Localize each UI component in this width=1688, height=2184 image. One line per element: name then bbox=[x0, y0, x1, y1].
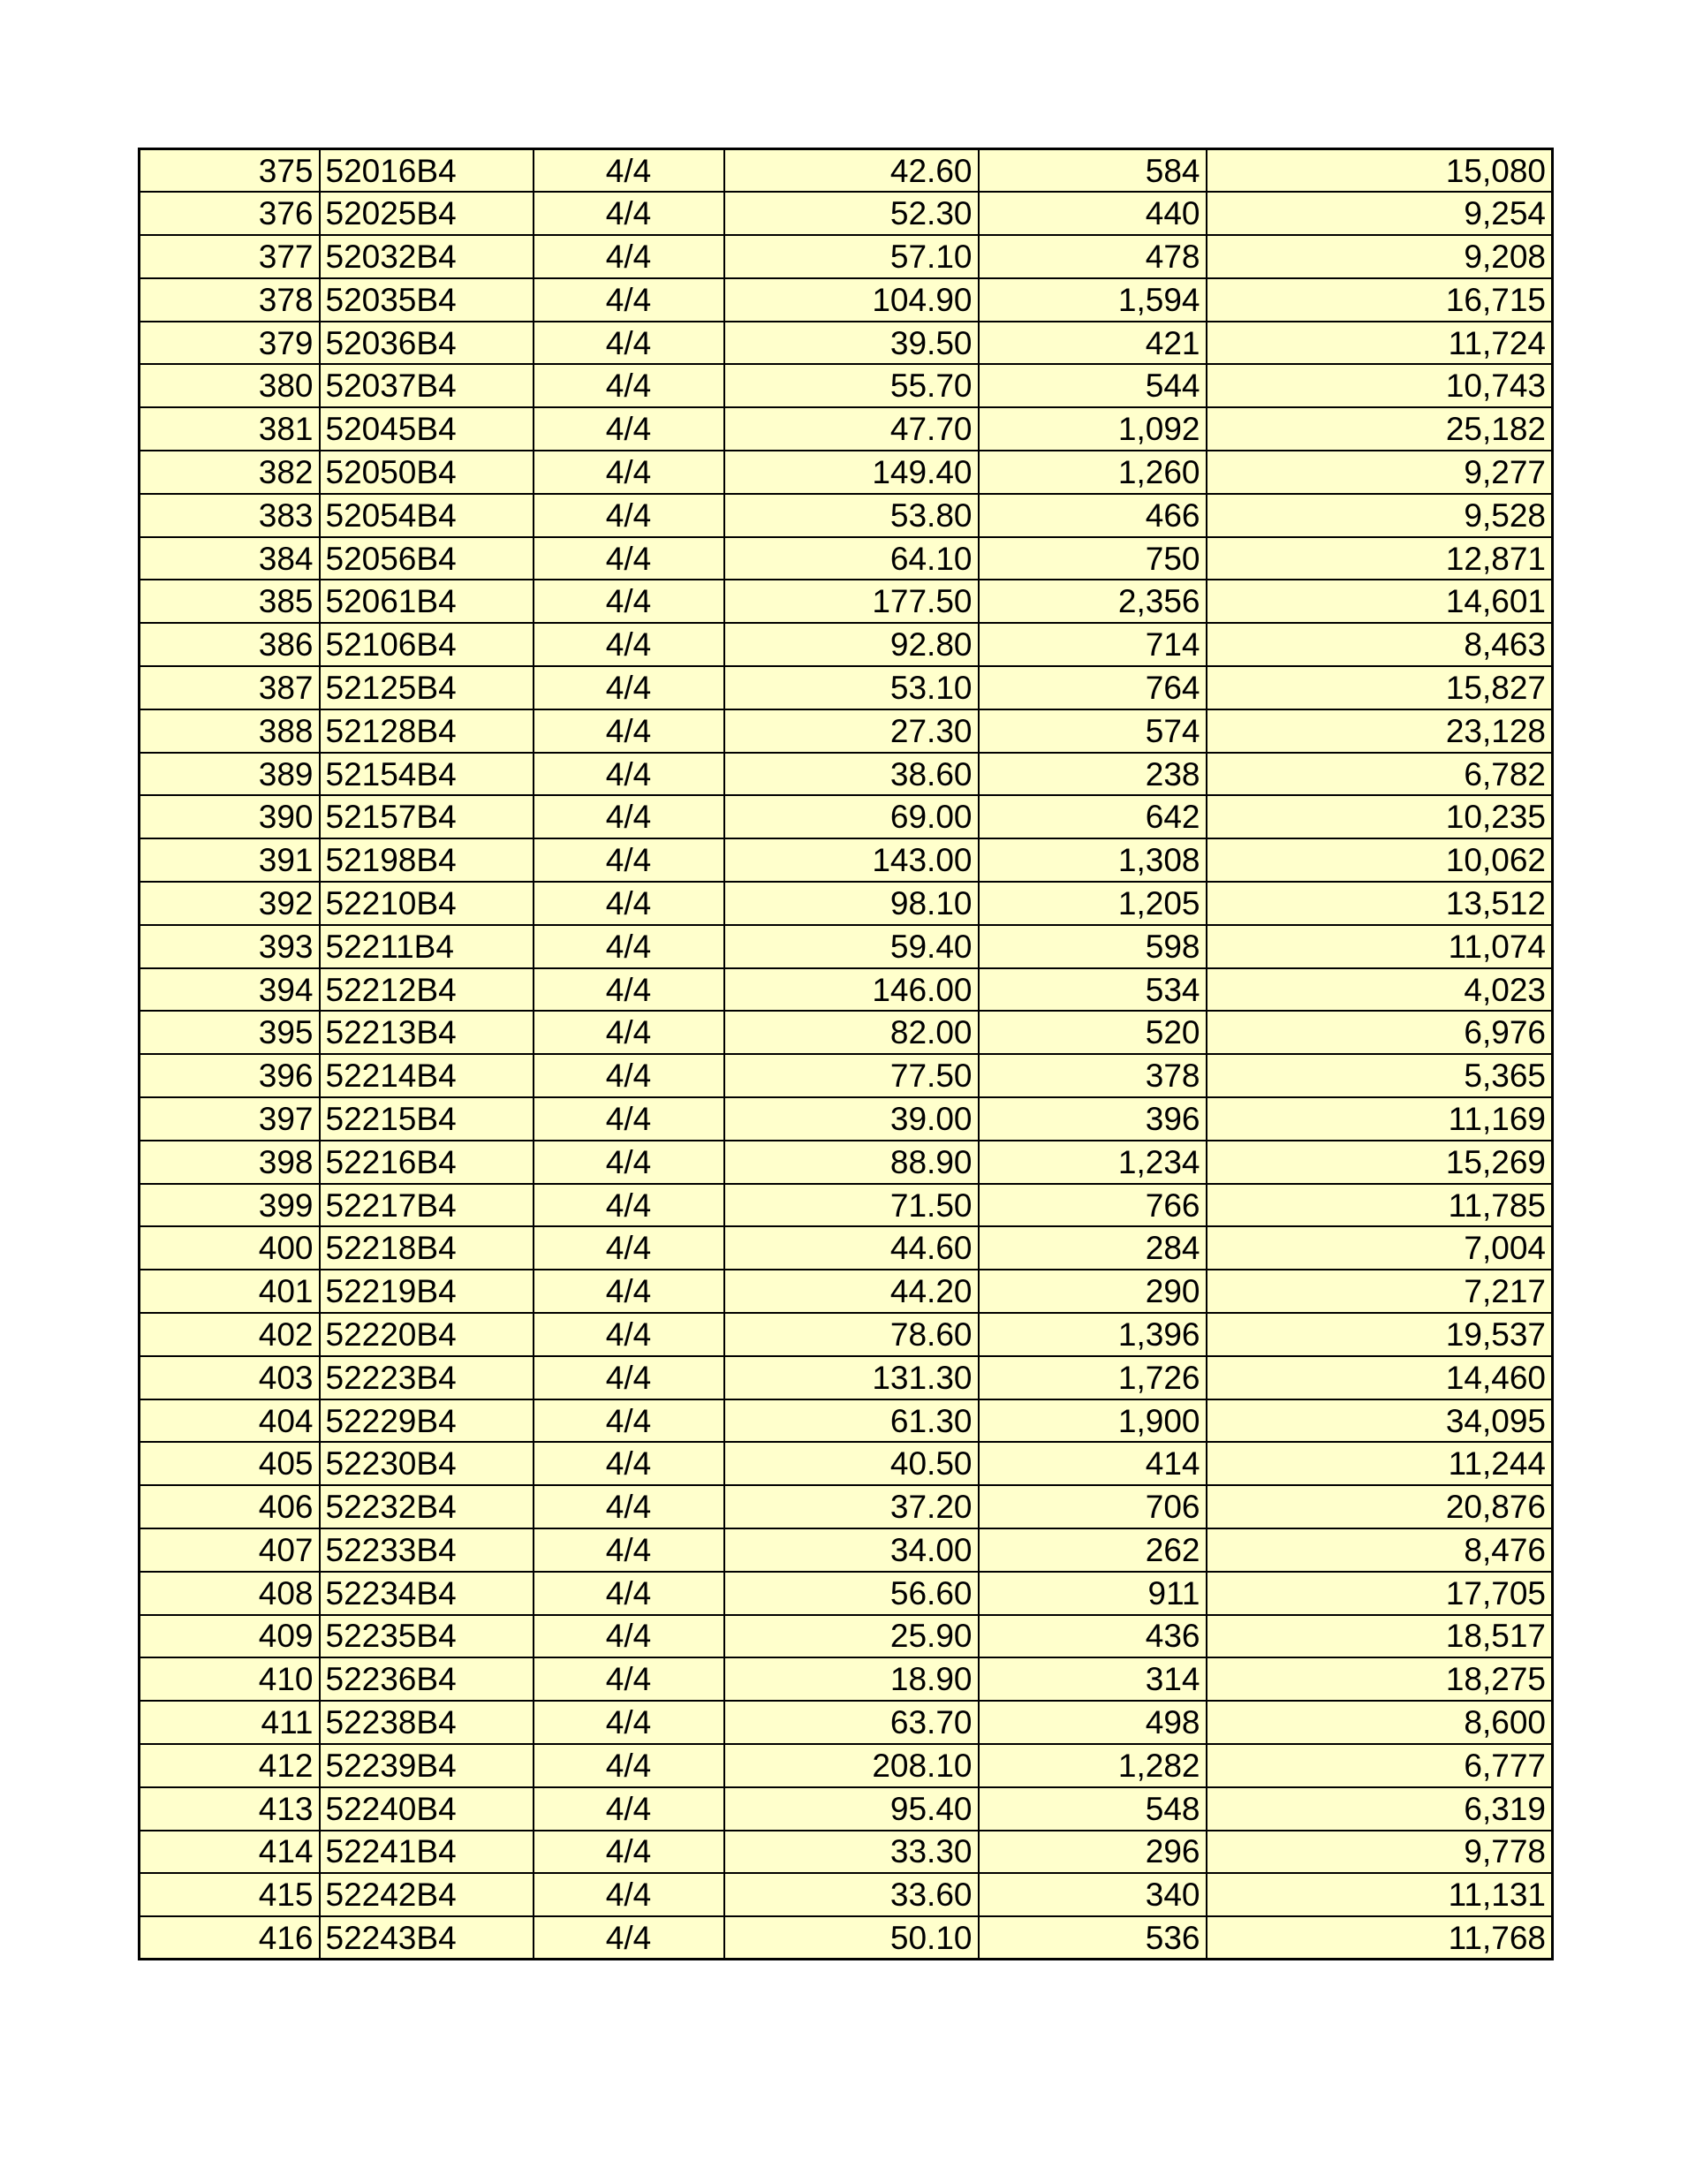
decimal-value-cell: 40.50 bbox=[724, 1442, 979, 1485]
ratio-cell: 4/4 bbox=[534, 882, 724, 925]
total-cell: 11,724 bbox=[1207, 322, 1553, 365]
code-cell: 52061B4 bbox=[320, 580, 534, 623]
decimal-value-cell: 78.60 bbox=[724, 1313, 979, 1356]
total-cell: 8,476 bbox=[1207, 1528, 1553, 1572]
row-number-cell: 415 bbox=[140, 1873, 320, 1916]
ratio-cell: 4/4 bbox=[534, 1011, 724, 1054]
table-row bbox=[140, 1572, 1553, 1615]
ratio-cell: 4/4 bbox=[534, 795, 724, 838]
table-row bbox=[140, 1916, 1553, 1960]
table-row bbox=[140, 1313, 1553, 1356]
decimal-value-cell: 77.50 bbox=[724, 1054, 979, 1097]
decimal-value-cell: 33.60 bbox=[724, 1873, 979, 1916]
decimal-value-cell: 208.10 bbox=[724, 1744, 979, 1787]
code-cell: 52242B4 bbox=[320, 1873, 534, 1916]
table-row bbox=[140, 537, 1553, 580]
count-cell: 478 bbox=[979, 235, 1207, 278]
table-row bbox=[140, 1141, 1553, 1184]
decimal-value-cell: 146.00 bbox=[724, 968, 979, 1012]
total-cell: 9,778 bbox=[1207, 1831, 1553, 1874]
total-cell: 34,095 bbox=[1207, 1399, 1553, 1443]
decimal-value-cell: 47.70 bbox=[724, 407, 979, 451]
code-cell: 52037B4 bbox=[320, 364, 534, 407]
ratio-cell: 4/4 bbox=[534, 1831, 724, 1874]
ratio-cell: 4/4 bbox=[534, 753, 724, 796]
row-number-cell: 394 bbox=[140, 968, 320, 1012]
count-cell: 750 bbox=[979, 537, 1207, 580]
decimal-value-cell: 69.00 bbox=[724, 795, 979, 838]
ratio-cell: 4/4 bbox=[534, 838, 724, 882]
table-row bbox=[140, 838, 1553, 882]
code-cell: 52219B4 bbox=[320, 1270, 534, 1313]
row-number-cell: 378 bbox=[140, 278, 320, 322]
code-cell: 52125B4 bbox=[320, 666, 534, 709]
decimal-value-cell: 50.10 bbox=[724, 1916, 979, 1960]
table-row bbox=[140, 407, 1553, 451]
ratio-cell: 4/4 bbox=[534, 709, 724, 753]
total-cell: 6,319 bbox=[1207, 1787, 1553, 1831]
count-cell: 598 bbox=[979, 925, 1207, 968]
decimal-value-cell: 34.00 bbox=[724, 1528, 979, 1572]
count-cell: 340 bbox=[979, 1873, 1207, 1916]
total-cell: 17,705 bbox=[1207, 1572, 1553, 1615]
count-cell: 1,205 bbox=[979, 882, 1207, 925]
table-row bbox=[140, 1873, 1553, 1916]
table-row bbox=[140, 1831, 1553, 1874]
count-cell: 1,234 bbox=[979, 1141, 1207, 1184]
row-number-cell: 412 bbox=[140, 1744, 320, 1787]
total-cell: 6,976 bbox=[1207, 1011, 1553, 1054]
table-row bbox=[140, 1399, 1553, 1443]
table-row bbox=[140, 623, 1553, 666]
total-cell: 4,023 bbox=[1207, 968, 1553, 1012]
code-cell: 52230B4 bbox=[320, 1442, 534, 1485]
decimal-value-cell: 55.70 bbox=[724, 364, 979, 407]
code-cell: 52234B4 bbox=[320, 1572, 534, 1615]
count-cell: 1,396 bbox=[979, 1313, 1207, 1356]
code-cell: 52211B4 bbox=[320, 925, 534, 968]
total-cell: 11,785 bbox=[1207, 1184, 1553, 1227]
total-cell: 11,169 bbox=[1207, 1097, 1553, 1141]
row-number-cell: 409 bbox=[140, 1615, 320, 1658]
count-cell: 498 bbox=[979, 1701, 1207, 1744]
code-cell: 52215B4 bbox=[320, 1097, 534, 1141]
table-row bbox=[140, 666, 1553, 709]
ratio-cell: 4/4 bbox=[534, 1916, 724, 1960]
table-row bbox=[140, 278, 1553, 322]
row-number-cell: 384 bbox=[140, 537, 320, 580]
total-cell: 13,512 bbox=[1207, 882, 1553, 925]
count-cell: 642 bbox=[979, 795, 1207, 838]
count-cell: 414 bbox=[979, 1442, 1207, 1485]
count-cell: 548 bbox=[979, 1787, 1207, 1831]
table-row bbox=[140, 149, 1553, 193]
decimal-value-cell: 52.30 bbox=[724, 192, 979, 235]
table-row bbox=[140, 322, 1553, 365]
ratio-cell: 4/4 bbox=[534, 1141, 724, 1184]
table-row bbox=[140, 1657, 1553, 1701]
row-number-cell: 397 bbox=[140, 1097, 320, 1141]
row-number-cell: 377 bbox=[140, 235, 320, 278]
ratio-cell: 4/4 bbox=[534, 1572, 724, 1615]
decimal-value-cell: 63.70 bbox=[724, 1701, 979, 1744]
ratio-cell: 4/4 bbox=[534, 666, 724, 709]
code-cell: 52243B4 bbox=[320, 1916, 534, 1960]
row-number-cell: 376 bbox=[140, 192, 320, 235]
decimal-value-cell: 95.40 bbox=[724, 1787, 979, 1831]
row-number-cell: 380 bbox=[140, 364, 320, 407]
decimal-value-cell: 56.60 bbox=[724, 1572, 979, 1615]
count-cell: 764 bbox=[979, 666, 1207, 709]
code-cell: 52025B4 bbox=[320, 192, 534, 235]
code-cell: 52233B4 bbox=[320, 1528, 534, 1572]
count-cell: 1,260 bbox=[979, 451, 1207, 494]
row-number-cell: 410 bbox=[140, 1657, 320, 1701]
row-number-cell: 388 bbox=[140, 709, 320, 753]
code-cell: 52128B4 bbox=[320, 709, 534, 753]
table-row bbox=[140, 1226, 1553, 1270]
total-cell: 5,365 bbox=[1207, 1054, 1553, 1097]
ratio-cell: 4/4 bbox=[534, 1054, 724, 1097]
row-number-cell: 382 bbox=[140, 451, 320, 494]
code-cell: 52218B4 bbox=[320, 1226, 534, 1270]
table-row bbox=[140, 1356, 1553, 1399]
row-number-cell: 404 bbox=[140, 1399, 320, 1443]
total-cell: 11,074 bbox=[1207, 925, 1553, 968]
ratio-cell: 4/4 bbox=[534, 580, 724, 623]
count-cell: 296 bbox=[979, 1831, 1207, 1874]
count-cell: 520 bbox=[979, 1011, 1207, 1054]
decimal-value-cell: 64.10 bbox=[724, 537, 979, 580]
total-cell: 10,235 bbox=[1207, 795, 1553, 838]
row-number-cell: 392 bbox=[140, 882, 320, 925]
count-cell: 440 bbox=[979, 192, 1207, 235]
ratio-cell: 4/4 bbox=[534, 1615, 724, 1658]
row-number-cell: 396 bbox=[140, 1054, 320, 1097]
table-row bbox=[140, 709, 1553, 753]
total-cell: 20,876 bbox=[1207, 1485, 1553, 1528]
decimal-value-cell: 71.50 bbox=[724, 1184, 979, 1227]
table-row bbox=[140, 1097, 1553, 1141]
total-cell: 7,217 bbox=[1207, 1270, 1553, 1313]
code-cell: 52240B4 bbox=[320, 1787, 534, 1831]
ratio-cell: 4/4 bbox=[534, 1657, 724, 1701]
total-cell: 23,128 bbox=[1207, 709, 1553, 753]
count-cell: 584 bbox=[979, 149, 1207, 193]
row-number-cell: 413 bbox=[140, 1787, 320, 1831]
ratio-cell: 4/4 bbox=[534, 235, 724, 278]
row-number-cell: 393 bbox=[140, 925, 320, 968]
decimal-value-cell: 92.80 bbox=[724, 623, 979, 666]
code-cell: 52210B4 bbox=[320, 882, 534, 925]
count-cell: 574 bbox=[979, 709, 1207, 753]
ratio-cell: 4/4 bbox=[534, 364, 724, 407]
row-number-cell: 390 bbox=[140, 795, 320, 838]
decimal-value-cell: 104.90 bbox=[724, 278, 979, 322]
table-row bbox=[140, 451, 1553, 494]
row-number-cell: 387 bbox=[140, 666, 320, 709]
table-row bbox=[140, 1442, 1553, 1485]
count-cell: 290 bbox=[979, 1270, 1207, 1313]
row-number-cell: 375 bbox=[140, 149, 320, 193]
count-cell: 1,594 bbox=[979, 278, 1207, 322]
count-cell: 1,726 bbox=[979, 1356, 1207, 1399]
row-number-cell: 414 bbox=[140, 1831, 320, 1874]
code-cell: 52235B4 bbox=[320, 1615, 534, 1658]
total-cell: 25,182 bbox=[1207, 407, 1553, 451]
code-cell: 52213B4 bbox=[320, 1011, 534, 1054]
code-cell: 52157B4 bbox=[320, 795, 534, 838]
count-cell: 396 bbox=[979, 1097, 1207, 1141]
count-cell: 1,308 bbox=[979, 838, 1207, 882]
code-cell: 52220B4 bbox=[320, 1313, 534, 1356]
ratio-cell: 4/4 bbox=[534, 322, 724, 365]
table-row bbox=[140, 1528, 1553, 1572]
code-cell: 52239B4 bbox=[320, 1744, 534, 1787]
code-cell: 52229B4 bbox=[320, 1399, 534, 1443]
total-cell: 9,254 bbox=[1207, 192, 1553, 235]
total-cell: 18,275 bbox=[1207, 1657, 1553, 1701]
ratio-cell: 4/4 bbox=[534, 1356, 724, 1399]
table-row bbox=[140, 1011, 1553, 1054]
total-cell: 11,131 bbox=[1207, 1873, 1553, 1916]
row-number-cell: 386 bbox=[140, 623, 320, 666]
total-cell: 16,715 bbox=[1207, 278, 1553, 322]
ratio-cell: 4/4 bbox=[534, 1744, 724, 1787]
count-cell: 544 bbox=[979, 364, 1207, 407]
code-cell: 52054B4 bbox=[320, 494, 534, 537]
decimal-value-cell: 25.90 bbox=[724, 1615, 979, 1658]
ratio-cell: 4/4 bbox=[534, 192, 724, 235]
count-cell: 421 bbox=[979, 322, 1207, 365]
row-number-cell: 385 bbox=[140, 580, 320, 623]
ratio-cell: 4/4 bbox=[534, 1485, 724, 1528]
table-row bbox=[140, 925, 1553, 968]
count-cell: 1,282 bbox=[979, 1744, 1207, 1787]
code-cell: 52035B4 bbox=[320, 278, 534, 322]
total-cell: 12,871 bbox=[1207, 537, 1553, 580]
count-cell: 911 bbox=[979, 1572, 1207, 1615]
ratio-cell: 4/4 bbox=[534, 1873, 724, 1916]
decimal-value-cell: 18.90 bbox=[724, 1657, 979, 1701]
row-number-cell: 407 bbox=[140, 1528, 320, 1572]
code-cell: 52016B4 bbox=[320, 149, 534, 193]
row-number-cell: 403 bbox=[140, 1356, 320, 1399]
ratio-cell: 4/4 bbox=[534, 494, 724, 537]
code-cell: 52056B4 bbox=[320, 537, 534, 580]
decimal-value-cell: 131.30 bbox=[724, 1356, 979, 1399]
total-cell: 9,208 bbox=[1207, 235, 1553, 278]
count-cell: 262 bbox=[979, 1528, 1207, 1572]
row-number-cell: 411 bbox=[140, 1701, 320, 1744]
ratio-cell: 4/4 bbox=[534, 1528, 724, 1572]
count-cell: 766 bbox=[979, 1184, 1207, 1227]
total-cell: 15,080 bbox=[1207, 149, 1553, 193]
table-row bbox=[140, 1787, 1553, 1831]
total-cell: 10,062 bbox=[1207, 838, 1553, 882]
row-number-cell: 379 bbox=[140, 322, 320, 365]
count-cell: 436 bbox=[979, 1615, 1207, 1658]
row-number-cell: 406 bbox=[140, 1485, 320, 1528]
code-cell: 52212B4 bbox=[320, 968, 534, 1012]
table-row bbox=[140, 1054, 1553, 1097]
code-cell: 52236B4 bbox=[320, 1657, 534, 1701]
total-cell: 10,743 bbox=[1207, 364, 1553, 407]
count-cell: 2,356 bbox=[979, 580, 1207, 623]
row-number-cell: 401 bbox=[140, 1270, 320, 1313]
decimal-value-cell: 53.80 bbox=[724, 494, 979, 537]
code-cell: 52050B4 bbox=[320, 451, 534, 494]
count-cell: 466 bbox=[979, 494, 1207, 537]
count-cell: 284 bbox=[979, 1226, 1207, 1270]
code-cell: 52223B4 bbox=[320, 1356, 534, 1399]
count-cell: 238 bbox=[979, 753, 1207, 796]
code-cell: 52106B4 bbox=[320, 623, 534, 666]
decimal-value-cell: 44.20 bbox=[724, 1270, 979, 1313]
ratio-cell: 4/4 bbox=[534, 1226, 724, 1270]
total-cell: 8,600 bbox=[1207, 1701, 1553, 1744]
total-cell: 18,517 bbox=[1207, 1615, 1553, 1658]
total-cell: 7,004 bbox=[1207, 1226, 1553, 1270]
decimal-value-cell: 44.60 bbox=[724, 1226, 979, 1270]
ratio-cell: 4/4 bbox=[534, 1270, 724, 1313]
row-number-cell: 405 bbox=[140, 1442, 320, 1485]
count-cell: 1,900 bbox=[979, 1399, 1207, 1443]
row-number-cell: 400 bbox=[140, 1226, 320, 1270]
code-cell: 52036B4 bbox=[320, 322, 534, 365]
ratio-cell: 4/4 bbox=[534, 1399, 724, 1443]
table-row bbox=[140, 753, 1553, 796]
code-cell: 52216B4 bbox=[320, 1141, 534, 1184]
ratio-cell: 4/4 bbox=[534, 451, 724, 494]
table-row bbox=[140, 968, 1553, 1012]
decimal-value-cell: 98.10 bbox=[724, 882, 979, 925]
table-row bbox=[140, 882, 1553, 925]
total-cell: 14,460 bbox=[1207, 1356, 1553, 1399]
decimal-value-cell: 82.00 bbox=[724, 1011, 979, 1054]
code-cell: 52154B4 bbox=[320, 753, 534, 796]
ratio-cell: 4/4 bbox=[534, 1097, 724, 1141]
table-row bbox=[140, 1184, 1553, 1227]
decimal-value-cell: 39.50 bbox=[724, 322, 979, 365]
count-cell: 1,092 bbox=[979, 407, 1207, 451]
row-number-cell: 395 bbox=[140, 1011, 320, 1054]
row-number-cell: 383 bbox=[140, 494, 320, 537]
ratio-cell: 4/4 bbox=[534, 925, 724, 968]
row-number-cell: 381 bbox=[140, 407, 320, 451]
table-row bbox=[140, 1744, 1553, 1787]
decimal-value-cell: 33.30 bbox=[724, 1831, 979, 1874]
table-row bbox=[140, 364, 1553, 407]
code-cell: 52241B4 bbox=[320, 1831, 534, 1874]
total-cell: 19,537 bbox=[1207, 1313, 1553, 1356]
code-cell: 52238B4 bbox=[320, 1701, 534, 1744]
row-number-cell: 408 bbox=[140, 1572, 320, 1615]
row-number-cell: 416 bbox=[140, 1916, 320, 1960]
table-row bbox=[140, 1270, 1553, 1313]
total-cell: 6,777 bbox=[1207, 1744, 1553, 1787]
row-number-cell: 391 bbox=[140, 838, 320, 882]
total-cell: 9,277 bbox=[1207, 451, 1553, 494]
code-cell: 52198B4 bbox=[320, 838, 534, 882]
count-cell: 534 bbox=[979, 968, 1207, 1012]
row-number-cell: 389 bbox=[140, 753, 320, 796]
table-row bbox=[140, 235, 1553, 278]
row-number-cell: 399 bbox=[140, 1184, 320, 1227]
code-cell: 52217B4 bbox=[320, 1184, 534, 1227]
total-cell: 14,601 bbox=[1207, 580, 1553, 623]
table-row bbox=[140, 1615, 1553, 1658]
row-number-cell: 398 bbox=[140, 1141, 320, 1184]
table-row bbox=[140, 1701, 1553, 1744]
ratio-cell: 4/4 bbox=[534, 1701, 724, 1744]
ratio-cell: 4/4 bbox=[534, 149, 724, 193]
decimal-value-cell: 42.60 bbox=[724, 149, 979, 193]
decimal-value-cell: 39.00 bbox=[724, 1097, 979, 1141]
code-cell: 52232B4 bbox=[320, 1485, 534, 1528]
code-cell: 52032B4 bbox=[320, 235, 534, 278]
ratio-cell: 4/4 bbox=[534, 1442, 724, 1485]
table-row bbox=[140, 795, 1553, 838]
decimal-value-cell: 59.40 bbox=[724, 925, 979, 968]
code-cell: 52214B4 bbox=[320, 1054, 534, 1097]
row-number-cell: 402 bbox=[140, 1313, 320, 1356]
ratio-cell: 4/4 bbox=[534, 1184, 724, 1227]
decimal-value-cell: 177.50 bbox=[724, 580, 979, 623]
count-cell: 314 bbox=[979, 1657, 1207, 1701]
decimal-value-cell: 27.30 bbox=[724, 709, 979, 753]
count-cell: 706 bbox=[979, 1485, 1207, 1528]
decimal-value-cell: 38.60 bbox=[724, 753, 979, 796]
total-cell: 15,827 bbox=[1207, 666, 1553, 709]
code-cell: 52045B4 bbox=[320, 407, 534, 451]
total-cell: 9,528 bbox=[1207, 494, 1553, 537]
count-cell: 378 bbox=[979, 1054, 1207, 1097]
data-table bbox=[138, 148, 1554, 1960]
total-cell: 8,463 bbox=[1207, 623, 1553, 666]
decimal-value-cell: 37.20 bbox=[724, 1485, 979, 1528]
ratio-cell: 4/4 bbox=[534, 623, 724, 666]
decimal-value-cell: 57.10 bbox=[724, 235, 979, 278]
decimal-value-cell: 143.00 bbox=[724, 838, 979, 882]
count-cell: 536 bbox=[979, 1916, 1207, 1960]
ratio-cell: 4/4 bbox=[534, 537, 724, 580]
ratio-cell: 4/4 bbox=[534, 968, 724, 1012]
table-row bbox=[140, 580, 1553, 623]
ratio-cell: 4/4 bbox=[534, 278, 724, 322]
table-row bbox=[140, 494, 1553, 537]
total-cell: 6,782 bbox=[1207, 753, 1553, 796]
decimal-value-cell: 61.30 bbox=[724, 1399, 979, 1443]
table-body bbox=[140, 149, 1553, 1960]
decimal-value-cell: 149.40 bbox=[724, 451, 979, 494]
decimal-value-cell: 88.90 bbox=[724, 1141, 979, 1184]
total-cell: 15,269 bbox=[1207, 1141, 1553, 1184]
decimal-value-cell: 53.10 bbox=[724, 666, 979, 709]
total-cell: 11,244 bbox=[1207, 1442, 1553, 1485]
ratio-cell: 4/4 bbox=[534, 1313, 724, 1356]
total-cell: 11,768 bbox=[1207, 1916, 1553, 1960]
count-cell: 714 bbox=[979, 623, 1207, 666]
ratio-cell: 4/4 bbox=[534, 407, 724, 451]
table-row bbox=[140, 1485, 1553, 1528]
table-row bbox=[140, 192, 1553, 235]
ratio-cell: 4/4 bbox=[534, 1787, 724, 1831]
